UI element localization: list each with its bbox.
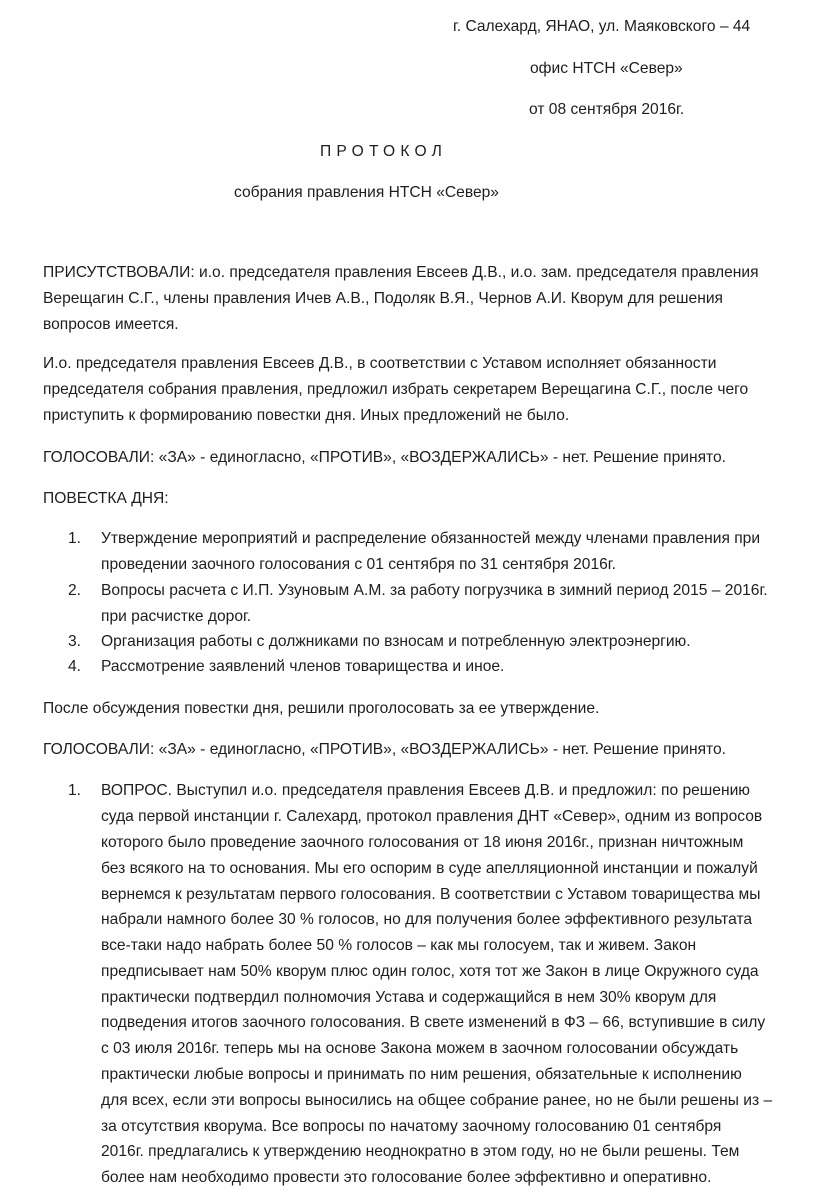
text-line: И.о. председателя правления Евсеев Д.В., в соответствии с Уставом исполняет обязанности (43, 355, 717, 372)
text-line: Утверждение мероприятий и распределение обязанностей между членами правления при (101, 530, 761, 547)
text-line: Организация работы с должниками по взносам и потребленную электроэнергию. (101, 633, 691, 650)
agenda-heading: ПОВЕСТКА ДНЯ: (43, 490, 169, 507)
text-line: набрали намного более 30 % голосов, но для получения более эффективного результата (101, 911, 753, 928)
text-line: председателя собрания правления, предложил избрать секретарем Верещагина С.Г., после чего (43, 381, 749, 398)
document-title: ПРОТОКОЛ (320, 143, 448, 160)
text-line: предписывает нам 50% кворум плюс один голос, хотя тот же Закон в лице Окружного суда (101, 963, 759, 980)
text-line: с 03 июля 2016г. теперь мы на основе Закона можем в заочном голосовании обсуждать (101, 1040, 739, 1057)
header-address: г. Салехард, ЯНАО, ул. Маяковского – 44 (453, 18, 751, 35)
text-line: ПРИСУТСТВОВАЛИ: и.о. председателя правления Евсеев Д.В., и.о. зам. председателя правления (43, 264, 759, 281)
text-line: ВОПРОС. Выступил и.о. председателя правления Евсеев Д.В. и предложил: по решению (101, 782, 750, 799)
text-line: Верещагин С.Г., члены правления Ичев А.В., Подоляк В.Я., Чернов А.И. Кворум для решения (43, 290, 723, 307)
text-line: проведении заочного голосования с 01 сентября по 31 сентября 2016г. (101, 556, 616, 573)
text-line: вернемся к результатам первого голосования. В соответствии с Уставом товарищества мы (101, 886, 761, 903)
text-line: подведения итогов заочного голосования. В свете изменений в ФЗ – 66, вступившие в силу (101, 1014, 766, 1031)
agenda-item-number: 2. (68, 582, 82, 599)
text-line: Вопросы расчета с И.П. Узуновым А.М. за работу погрузчика в зимний период 2015 – 2016г. (101, 582, 768, 599)
vote-result-1: ГОЛОСОВАЛИ: «ЗА» - единогласно, «ПРОТИВ», «ВОЗДЕРЖАЛИСЬ» - нет. Решение принято. (43, 449, 727, 466)
question-number: 1. (68, 782, 82, 799)
text-line: Рассмотрение заявлений членов товарищества и иное. (101, 658, 505, 675)
agenda-item-number: 3. (68, 633, 82, 650)
text-line: без всякого на то основания. Мы его оспорим в суде апелляционной инстанции и пожалуй (101, 860, 758, 877)
text-line: более нам необходимо провести это голосование более эффективно и оперативно. (101, 1169, 712, 1186)
agenda-item-number: 4. (68, 658, 82, 675)
text-line: которого было проведение заочного голосования от 18 июня 2016г., признан ничтожным (101, 834, 744, 851)
text-line: за отсутствия кворума. Все вопросы по начатому заочному голосованию 01 сентября (101, 1118, 722, 1135)
after-discussion-text: После обсуждения повестки дня, решили проголосовать за ее утверждение. (43, 700, 600, 717)
header-office: офис НТСН «Север» (530, 60, 683, 77)
text-line: все-таки надо набрать более 50 % голосов – как мы голосуем, так и живем. Закон (101, 937, 697, 954)
text-line: практически любые вопросы и принимать по ним решения, обязательные к исполнению (101, 1066, 742, 1083)
text-line: вопросов имеется. (43, 316, 179, 333)
vote-result-2: ГОЛОСОВАЛИ: «ЗА» - единогласно, «ПРОТИВ», «ВОЗДЕРЖАЛИСЬ» - нет. Решение принято. (43, 741, 727, 758)
text-line: приступить к формированию повестки дня. Иных предложений не было. (43, 407, 570, 424)
text-line: суда первой инстанции г. Салехард, протокол правления ДНТ «Север», одним из вопросов (101, 808, 763, 825)
text-line: 2016г. предлагались к утверждению неоднократно в этом году, но не были решены. Тем (101, 1143, 740, 1160)
text-line: для всех, если эти вопросы выносились на общее собрание ранее, но не были решены из – (101, 1092, 773, 1109)
header-date: от 08 сентября 2016г. (529, 101, 685, 118)
agenda-item-number: 1. (68, 530, 82, 547)
document-subtitle: собрания правления НТСН «Север» (234, 184, 499, 201)
text-line: практически подтвердил полномочия Устава и содержащийся в нем 30% кворум для (101, 989, 717, 1006)
text-line: при расчистке дорог. (101, 608, 252, 625)
